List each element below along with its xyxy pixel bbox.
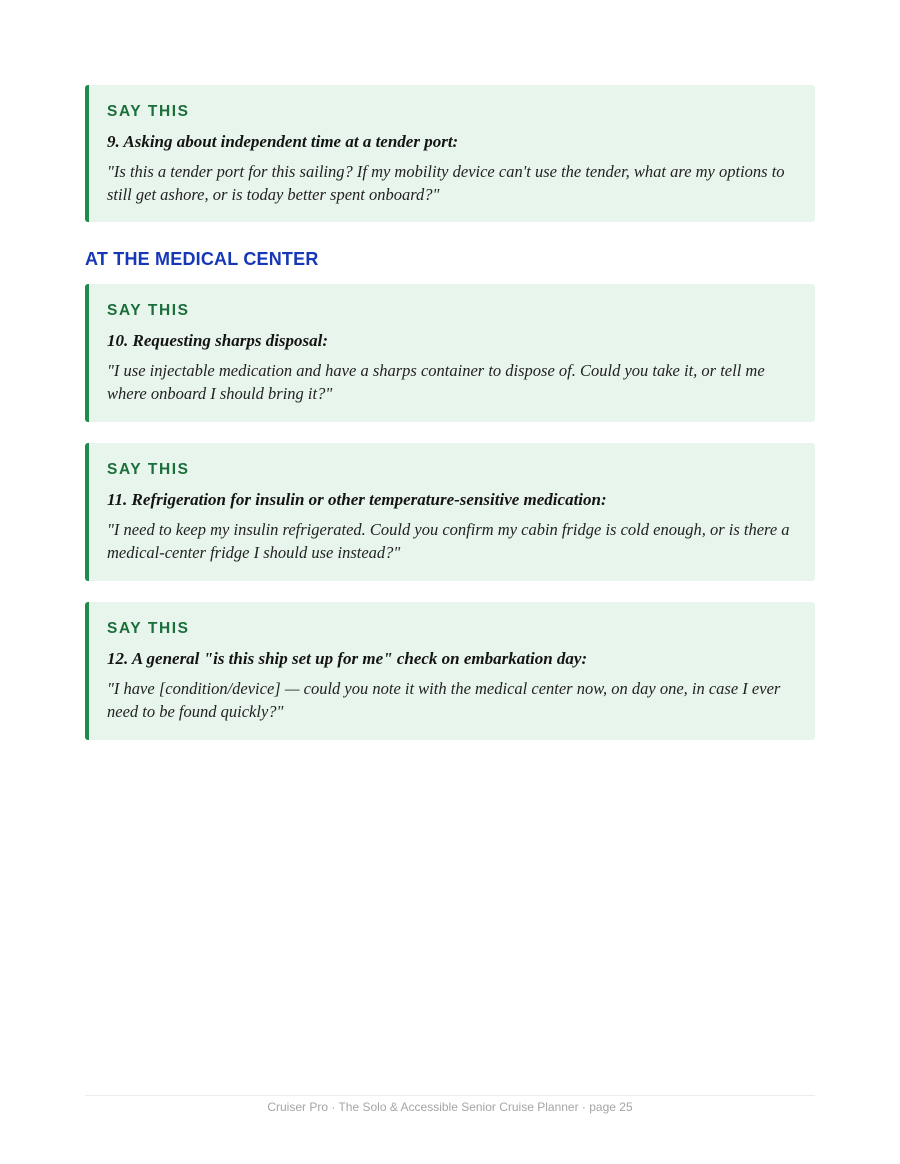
callout-quote: "Is this a tender port for this sailing? If my mobility device can't use the tender, what are my options to still get ashore, or is today better spent onboard?": [107, 162, 785, 204]
say-this-callout: [85, 443, 815, 581]
page-footer: Cruiser Pro · The Solo & Accessible Senior Cruise Planner · page 25: [267, 1100, 633, 1114]
callout-quote: "I have [condition/device] — could you note it with the medical center now, on day one, in case I ever need to be found quickly?": [107, 679, 781, 721]
callout-tag: SAY THIS: [107, 103, 190, 120]
callout-quote: "I use injectable medication and have a sharps container to dispose of. Could you take it, or tell me where onboard I should bring it?": [107, 361, 765, 403]
callout-heading: 11. Refrigeration for insulin or other temperature-sensitive medication:: [107, 490, 607, 509]
callout-tag: SAY THIS: [107, 302, 190, 319]
say-this-callout: [85, 85, 815, 222]
callout-heading: 9. Asking about independent time at a tender port:: [107, 132, 459, 151]
section-heading-medical-center: AT THE MEDICAL CENTER: [85, 249, 319, 269]
callout-heading: 12. A general "is this ship set up for me" check on embarkation day:: [107, 649, 588, 668]
say-this-callout: [85, 602, 815, 740]
footer-divider: [85, 1095, 815, 1096]
callout-heading: 10. Requesting sharps disposal:: [107, 331, 329, 350]
callout-quote: "I need to keep my insulin refrigerated. Could you confirm my cabin fridge is cold enough, or is there a medical-center fridge I should use instead?": [107, 520, 790, 562]
callout-tag: SAY THIS: [107, 461, 190, 478]
say-this-callout: [85, 284, 815, 422]
callout-tag: SAY THIS: [107, 620, 190, 637]
